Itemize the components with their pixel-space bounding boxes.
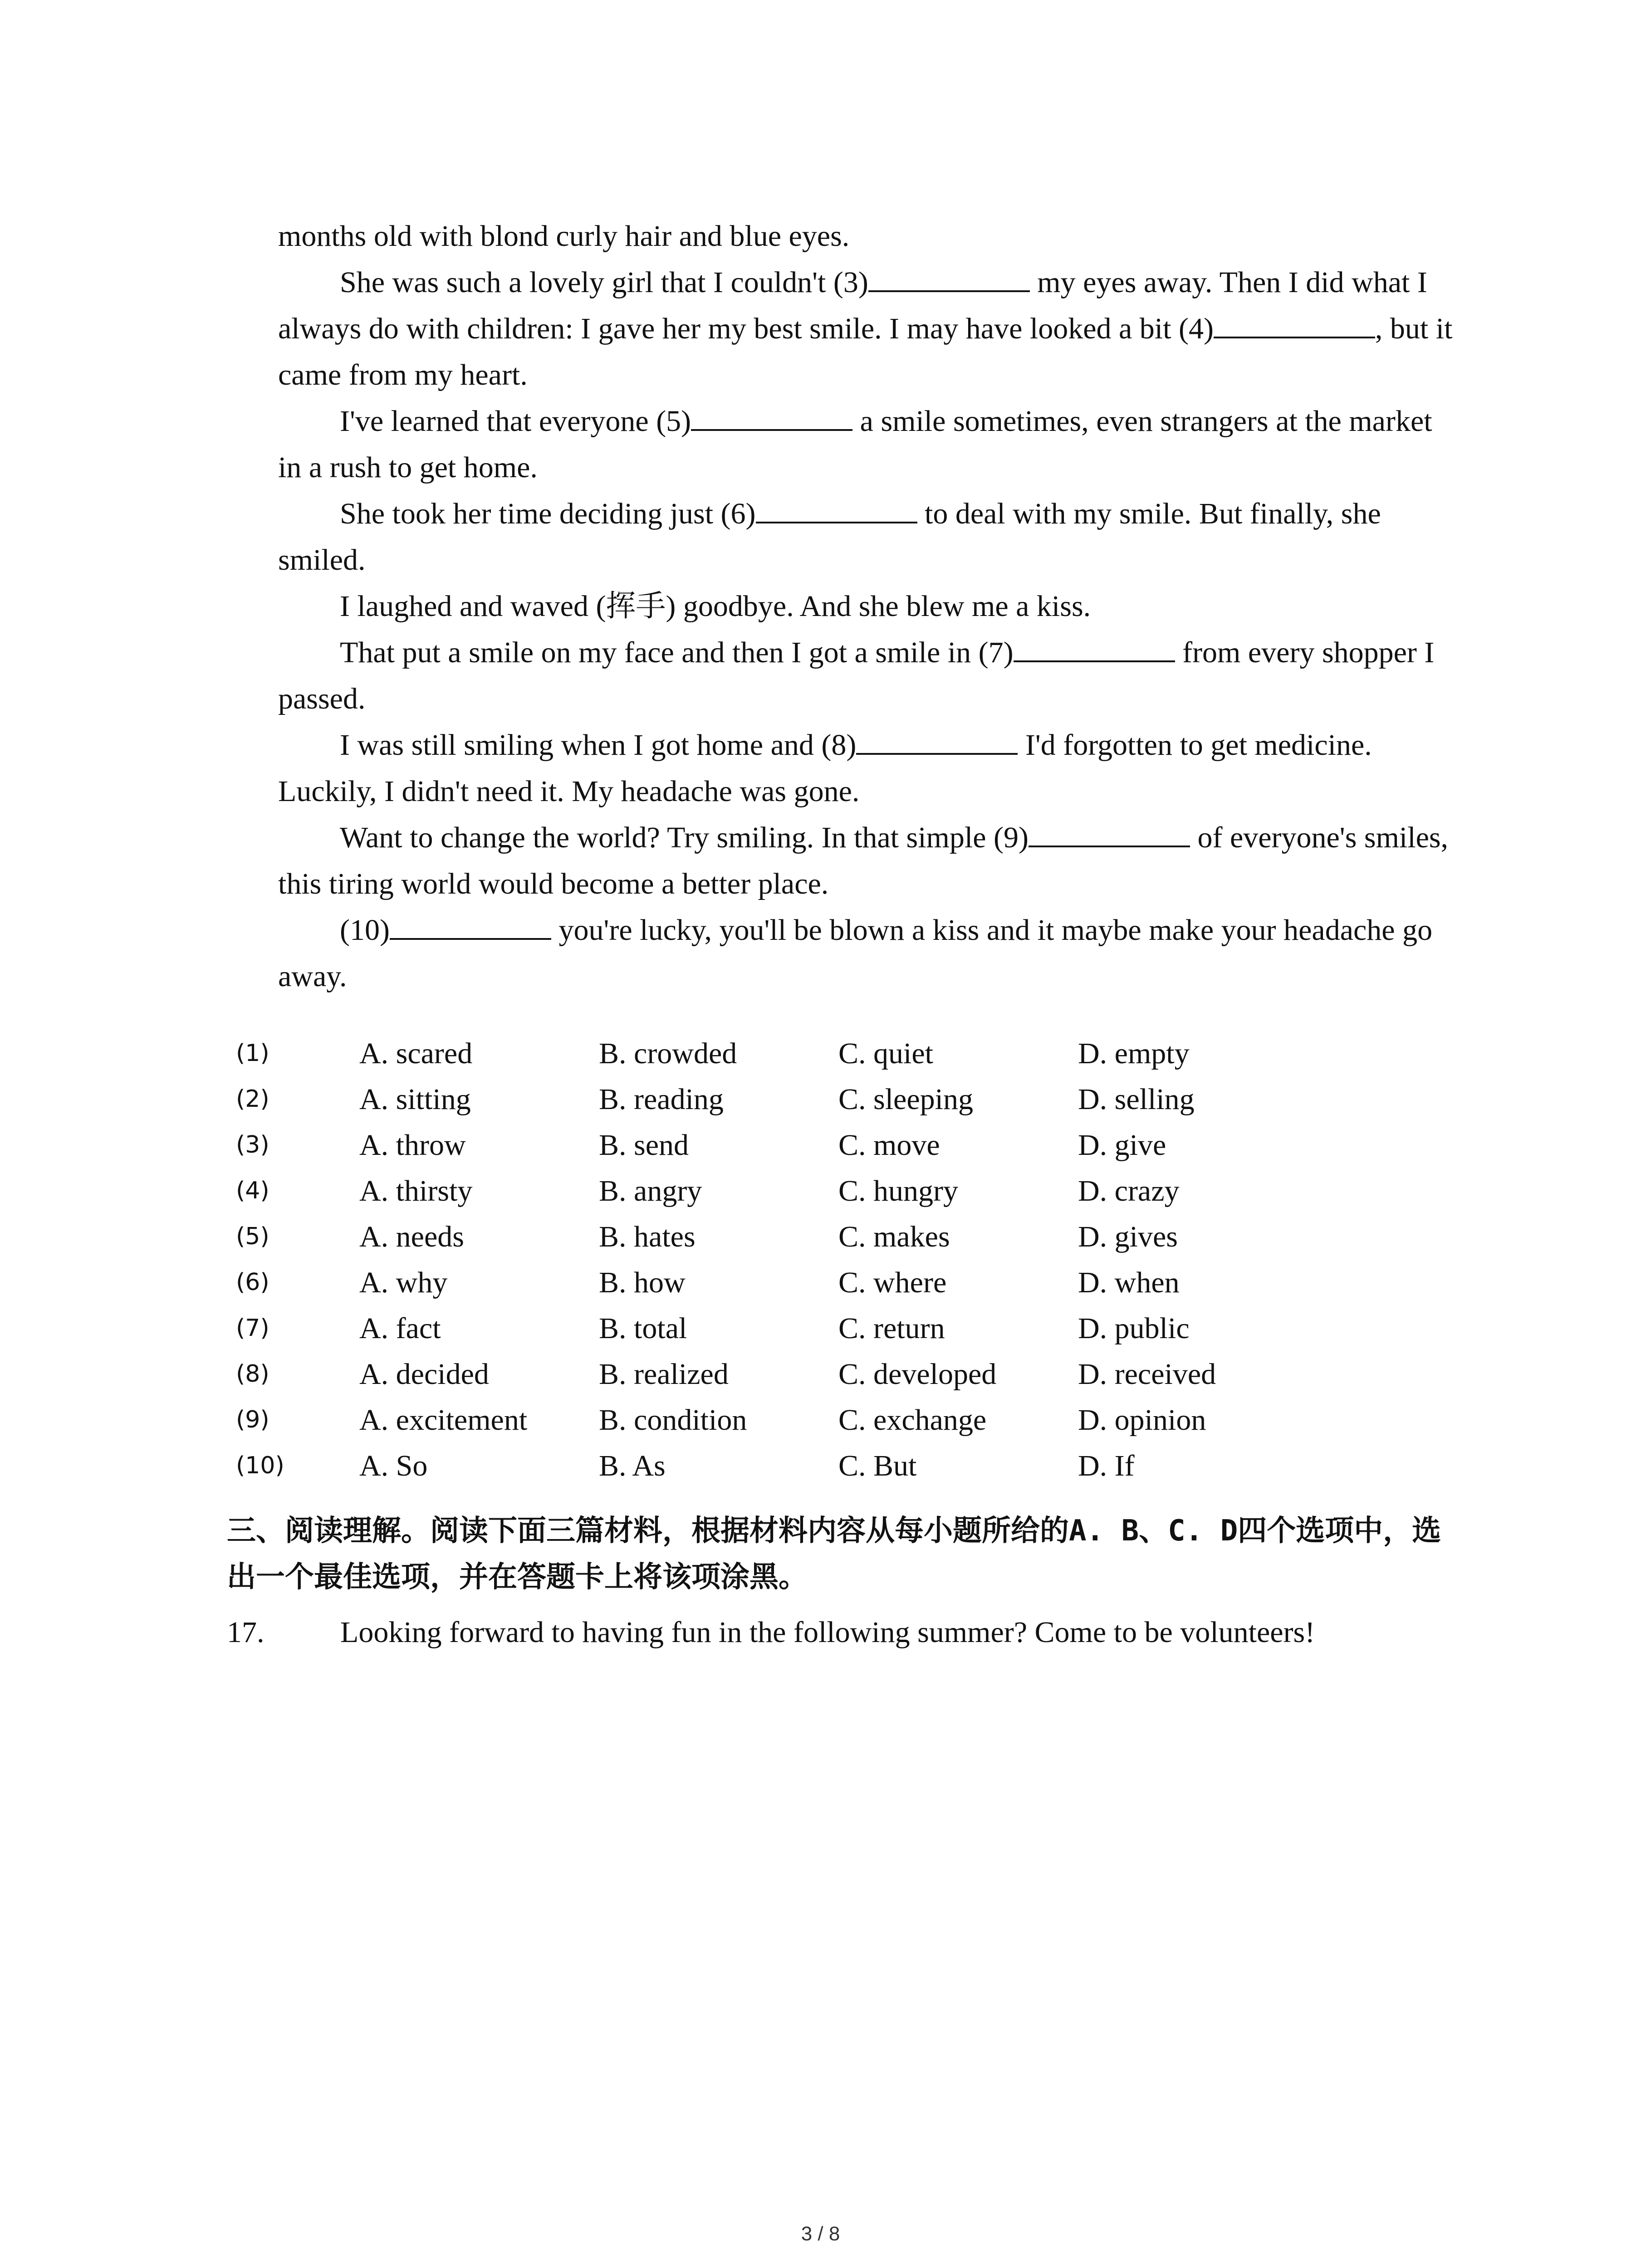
- option-c[interactable]: C. quiet: [838, 1037, 933, 1070]
- option-number: (6): [236, 1269, 269, 1296]
- passage-text: That put a smile on my face and then I got a smile in (7): [340, 636, 1014, 669]
- passage-text: I'd forgotten to get medicine. Luckily, I didn't need it. My headache was gone.: [278, 728, 1372, 808]
- blank-3[interactable]: [868, 263, 1030, 292]
- option-d[interactable]: D. received: [1078, 1358, 1216, 1391]
- option-d[interactable]: D. public: [1078, 1312, 1190, 1345]
- option-number: (9): [236, 1406, 269, 1433]
- passage-text: She was such a lovely girl that I couldn't (3): [340, 266, 868, 299]
- option-c[interactable]: C. But: [838, 1449, 917, 1482]
- passage-paragraph-8: [278, 907, 1453, 1000]
- option-b[interactable]: B. how: [599, 1266, 686, 1299]
- answer-options: [236, 1031, 1434, 1489]
- blank-7[interactable]: [1014, 633, 1175, 662]
- option-row: [236, 1168, 1434, 1214]
- option-c[interactable]: C. sleeping: [838, 1083, 973, 1116]
- option-d[interactable]: D. give: [1078, 1129, 1166, 1162]
- passage-text: to deal with my smile. But finally, she smiled.: [278, 497, 1381, 577]
- option-b[interactable]: B. angry: [599, 1174, 702, 1207]
- blank-9[interactable]: [1029, 818, 1190, 847]
- option-b[interactable]: B. realized: [599, 1358, 729, 1391]
- passage-paragraph-2: [278, 398, 1453, 491]
- passage-text: (10): [340, 914, 390, 947]
- option-b[interactable]: B. crowded: [599, 1037, 737, 1070]
- passage-text: Want to change the world? Try smiling. In that simple (9): [340, 821, 1029, 854]
- passage-text: I laughed and waved (挥手) goodbye. And she blew me a kiss.: [340, 590, 1091, 623]
- option-c[interactable]: C. hungry: [838, 1174, 958, 1207]
- option-c[interactable]: C. move: [838, 1129, 940, 1162]
- option-a[interactable]: A. scared: [359, 1037, 473, 1070]
- option-row: [236, 1076, 1434, 1122]
- passage-text: you're lucky, you'll be blown a kiss and it maybe make your headache go away.: [278, 914, 1433, 993]
- passage-paragraph-0: [278, 213, 1453, 259]
- option-b[interactable]: B. condition: [599, 1403, 747, 1437]
- passage-text: of everyone's smiles, this tiring world would become a better place.: [278, 821, 1449, 900]
- passage-paragraph-3: [278, 491, 1453, 583]
- passage-paragraph-7: [278, 815, 1453, 907]
- blank-5[interactable]: [691, 402, 852, 431]
- option-d[interactable]: D. If: [1078, 1449, 1135, 1482]
- option-row: [236, 1214, 1434, 1260]
- passage-text: I've learned that everyone (5): [340, 405, 691, 438]
- option-c[interactable]: C. exchange: [838, 1403, 987, 1437]
- question-text: Looking forward to having fun in the following summer? Come to be volunteers!: [340, 1616, 1315, 1649]
- passage-paragraph-1: [278, 259, 1453, 398]
- passage-paragraph-6: [278, 722, 1453, 815]
- option-a[interactable]: A. So: [359, 1449, 428, 1482]
- option-row: [236, 1260, 1434, 1305]
- option-number: (5): [236, 1223, 269, 1250]
- option-a[interactable]: A. why: [359, 1266, 448, 1299]
- option-d[interactable]: D. when: [1078, 1266, 1180, 1299]
- blank-10[interactable]: [390, 911, 551, 940]
- cloze-passage: [278, 213, 1453, 1000]
- blank-8[interactable]: [856, 726, 1018, 755]
- passage-text: I was still smiling when I got home and (8): [340, 728, 857, 762]
- option-d[interactable]: D. opinion: [1078, 1403, 1206, 1437]
- option-d[interactable]: D. gives: [1078, 1220, 1178, 1253]
- option-number: (8): [236, 1360, 269, 1388]
- section-heading-reading: 三、阅读理解。阅读下面三篇材料，根据材料内容从每小题所给的A. B、C. D四个选项中，选出一个最佳选项，并在答题卡上将该项涂黑。: [227, 1514, 1441, 1594]
- option-d[interactable]: D. selling: [1078, 1083, 1195, 1116]
- passage-text: a smile sometimes, even strangers at the market in a rush to get home.: [278, 405, 1432, 484]
- option-row: [236, 1351, 1434, 1397]
- option-a[interactable]: A. throw: [359, 1129, 466, 1162]
- passage-text: months old with blond curly hair and blue eyes.: [278, 220, 850, 253]
- option-row: [236, 1031, 1434, 1076]
- option-number: (1): [236, 1040, 269, 1067]
- option-row: [236, 1122, 1434, 1168]
- option-number: (3): [236, 1131, 269, 1158]
- option-a[interactable]: A. sitting: [359, 1083, 471, 1116]
- option-row: [236, 1443, 1434, 1489]
- option-number: (4): [236, 1177, 269, 1204]
- passage-text: from every shopper I passed.: [278, 636, 1435, 715]
- question-number: 17.: [227, 1616, 265, 1649]
- option-b[interactable]: B. hates: [599, 1220, 696, 1253]
- option-a[interactable]: A. needs: [359, 1220, 464, 1253]
- option-row: [236, 1305, 1434, 1351]
- option-c[interactable]: C. makes: [838, 1220, 950, 1253]
- option-c[interactable]: C. where: [838, 1266, 947, 1299]
- option-b[interactable]: B. reading: [599, 1083, 724, 1116]
- passage-text: She took her time deciding just (6): [340, 497, 756, 530]
- option-c[interactable]: C. developed: [838, 1358, 997, 1391]
- option-number: (7): [236, 1315, 269, 1342]
- passage-text: , but it came from my heart.: [278, 312, 1453, 391]
- option-d[interactable]: D. empty: [1078, 1037, 1190, 1070]
- passage-paragraph-5: [278, 630, 1453, 722]
- option-b[interactable]: B. As: [599, 1449, 666, 1482]
- option-d[interactable]: D. crazy: [1078, 1174, 1180, 1207]
- option-number: (2): [236, 1085, 269, 1113]
- blank-6[interactable]: [756, 494, 917, 523]
- passage-paragraph-4: [278, 583, 1453, 630]
- option-number: (10): [236, 1452, 284, 1479]
- option-a[interactable]: A. decided: [359, 1358, 489, 1391]
- option-row: [236, 1397, 1434, 1443]
- passage-text: my eyes away. Then I did what I always do with children: I gave her my best smile. I may have looked a bit (4): [278, 266, 1427, 345]
- option-b[interactable]: B. send: [599, 1129, 689, 1162]
- page-number: 3 / 8: [801, 2223, 840, 2245]
- option-a[interactable]: A. fact: [359, 1312, 441, 1345]
- blank-4[interactable]: [1214, 309, 1375, 338]
- option-c[interactable]: C. return: [838, 1312, 945, 1345]
- option-b[interactable]: B. total: [599, 1312, 687, 1345]
- option-a[interactable]: A. thirsty: [359, 1174, 473, 1207]
- option-a[interactable]: A. excitement: [359, 1403, 528, 1437]
